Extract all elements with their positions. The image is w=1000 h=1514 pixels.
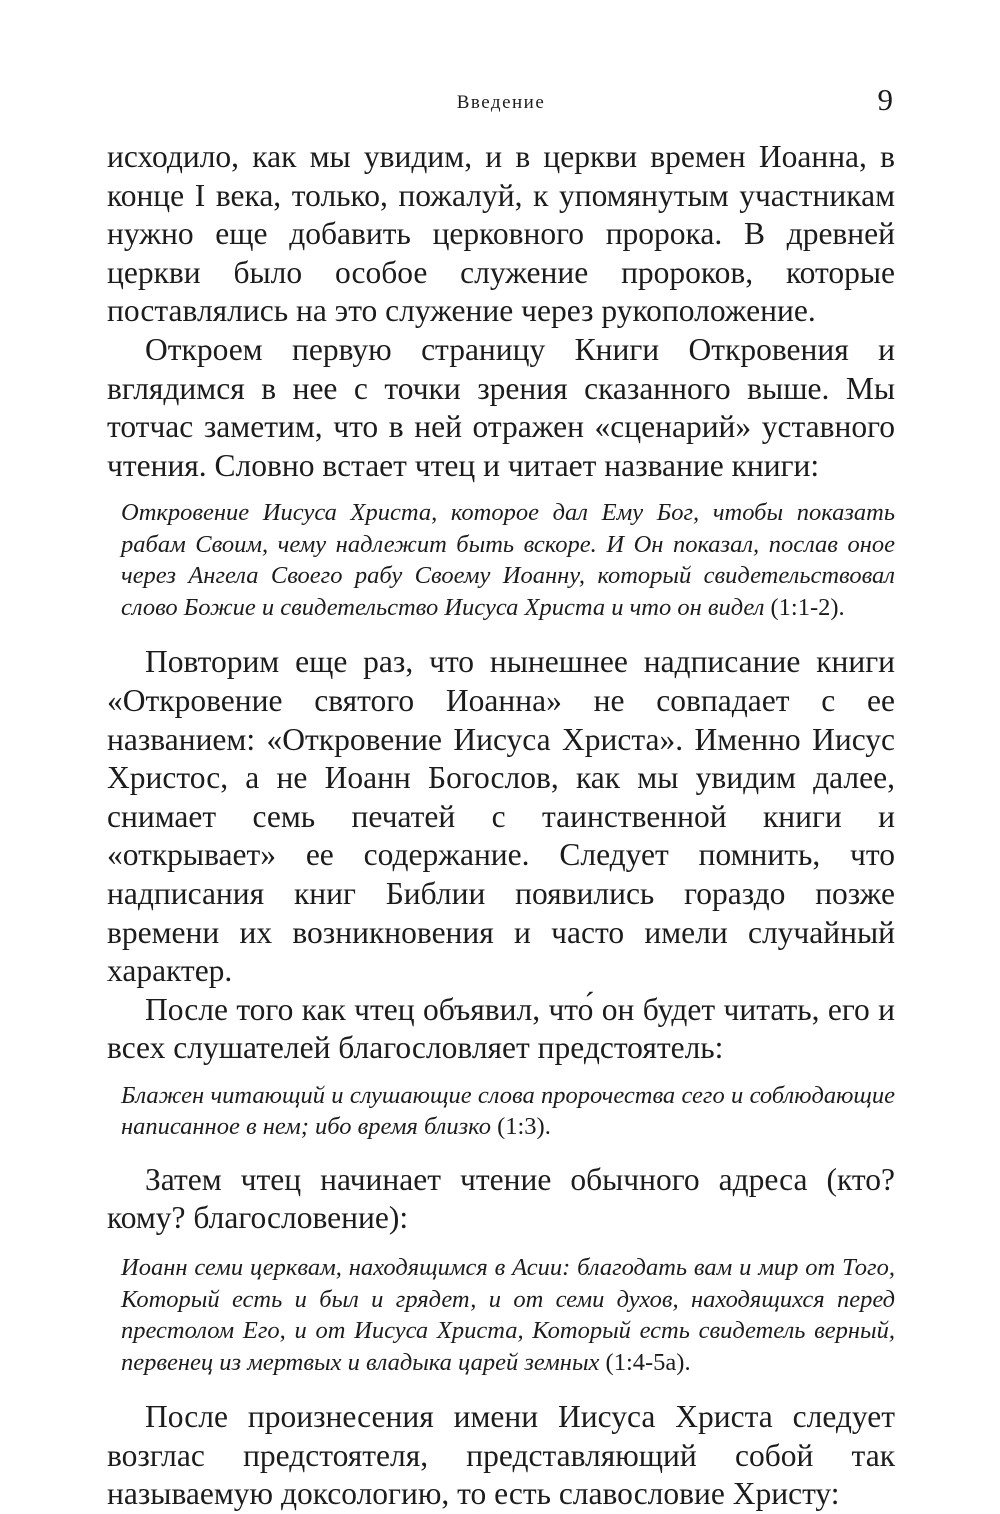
quote-reference: (1:4-5а).: [605, 1348, 691, 1376]
scripture-quote: [107, 497, 895, 623]
quote-reference: (1:1-2).: [770, 593, 845, 621]
quote-text: Откровение Иисуса Христа, которое дал Ему Бог, чтобы показать рабам Своим, чему надлежит быть вскоре. И Он показал, послав оное через Ангела Своего рабу Своему Иоанну, который свидетельствовал слово Божие и свидетельство Иисуса Христа и что он видел: [121, 499, 895, 621]
scripture-quote: [107, 1252, 895, 1378]
scripture-quote: [107, 1080, 895, 1143]
paragraph: Откроем первую страницу Книги Откровения и вглядимся в нее с точки зрения сказанного выше. Мы тотчас заметим, что в ней отражен «сценарий» уставного чтения. Словно встает чтец и читает название книги:: [107, 331, 895, 483]
paragraph: Повторим еще раз, что нынешнее надписание книги «Откровение святого Иоанна» не совпадает с ее названием: «Откровение Иисуса Христа». Именно Иисус Христос, а не Иоанн Богослов, как мы увидим далее, снимает семь печатей с таинственной книги и «открывает» ее содержание. Следует помнить, что надписания книг Библии появились гораздо позже времени их возникновения и часто имели случайный характер.: [107, 644, 895, 989]
page-body: [107, 138, 895, 1514]
quote-text: Блажен читающий и слушающие слова пророчества сего и соблюдающие написанное в нем; ибо время близко: [121, 1081, 895, 1141]
paragraph-continuation: исходило, как мы увидим, и в церкви времен Иоанна, в конце I века, только, пожалуй, к упомянутым участникам нужно еще добавить церковного пророка. В древней церкви было особое служение пророков, которые поставлялись на это служение через рукоположение.: [107, 139, 895, 329]
paragraph: Затем чтец начинает чтение обычного адреса (кто? кому? благословение):: [107, 1161, 895, 1236]
running-header: [107, 82, 895, 118]
page-number: 9: [877, 82, 893, 117]
quote-text: Иоанн семи церквам, находящимся в Асии: благодать вам и мир от Того, Который есть и был и грядет, и от семи духов, находящихся перед престолом Его, и от Иисуса Христа, Который есть свидетель верный, первенец из мертвых и владыка царей земных: [121, 1254, 895, 1376]
running-title: Введение: [456, 92, 546, 113]
paragraph: После того как чтец объявил, что́ он будет читать, его и всех слушателей благословляет предстоятель:: [107, 991, 895, 1066]
paragraph: После произнесения имени Иисуса Христа следует возглас предстоятеля, представляющий собой так называемую доксологию, то есть славословие Христу:: [107, 1399, 895, 1512]
quote-reference: (1:3).: [497, 1113, 551, 1141]
